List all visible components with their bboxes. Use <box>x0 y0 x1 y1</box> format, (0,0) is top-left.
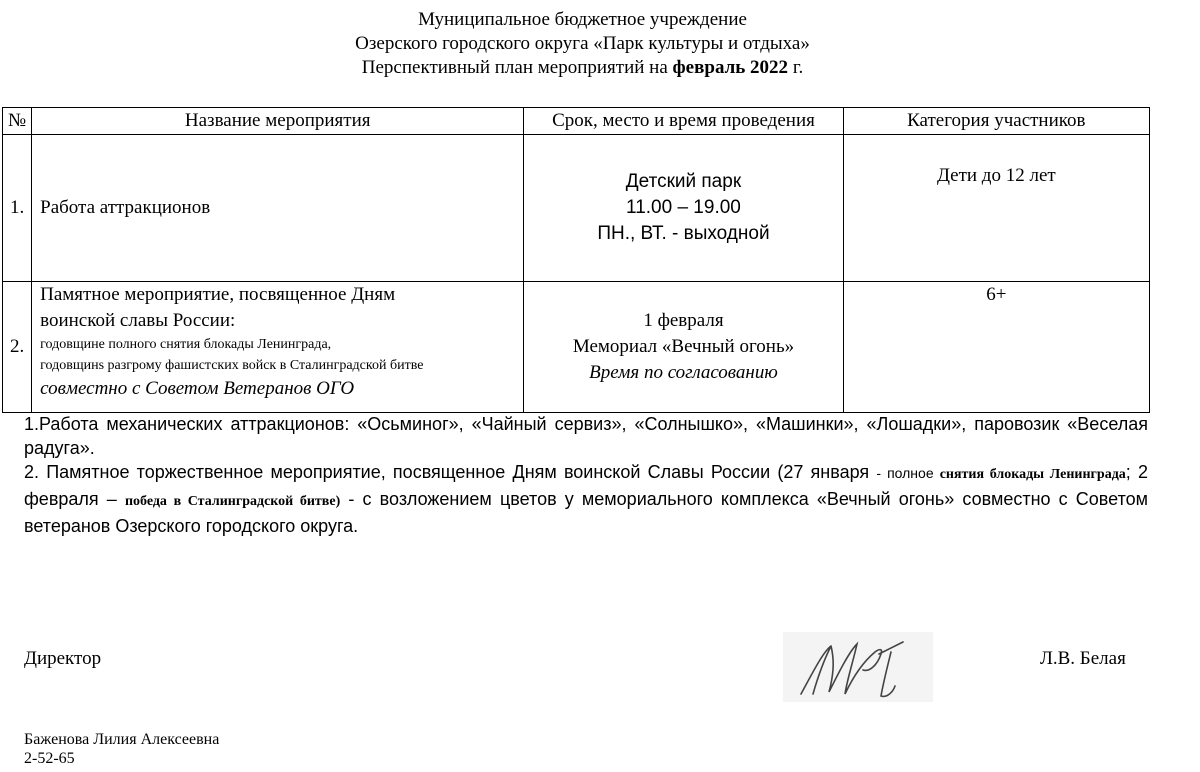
event-category-text: Дети до 12 лет <box>936 165 1056 186</box>
note-bold-text: снятия блокады Ленинграда <box>939 467 1126 482</box>
event-name <box>32 282 524 413</box>
notes-section <box>24 412 1148 538</box>
document-footer <box>24 730 219 768</box>
author-phone: 2-52-65 <box>24 750 75 767</box>
header-plan-prefix: Перспективный план мероприятий на <box>361 57 673 78</box>
column-header-when: Срок, место и время проведения <box>524 108 843 135</box>
signatory-title: Директор <box>24 648 102 669</box>
row-number: 2. <box>3 282 32 413</box>
author-name: Баженова Лилия Алексеевна <box>24 731 220 748</box>
event-detail-line: годовщинs разгрому фашистских войск в Сталинградской битвe <box>40 358 424 373</box>
event-place: Детский парк <box>625 171 742 192</box>
event-time: 11.00 – 19.00 <box>626 197 741 218</box>
column-header-number: № <box>3 108 32 135</box>
event-time-note: Время по согласованию <box>589 362 778 383</box>
row-number: 1. <box>3 135 32 282</box>
column-header-name: Название мероприятия <box>32 108 524 135</box>
event-name-line: Памятное мероприятие, посвященное Дням <box>40 284 396 305</box>
signature-stroke-icon <box>783 632 933 702</box>
event-detail-line: годовщине полного снятия блокады Ленинграда, <box>40 337 332 352</box>
event-when <box>524 135 843 282</box>
note-text: 2. Памятное торжественное мероприятие, посвященное Дням воинской Славы России (27 января <box>24 462 877 482</box>
event-place: Мемориал «Вечный огонь» <box>572 336 795 357</box>
note-attractions: 1.Работа механических аттракционов: «Осьминог», «Чайный сервиз», «Солнышко», «Машинки», «Лошадки», паровозик «Веселая радуга». <box>24 414 1148 458</box>
header-plan-suffix: г. <box>788 57 804 78</box>
event-days-off: ПН., ВТ. - выходной <box>597 223 770 244</box>
handwritten-signature <box>783 632 933 702</box>
column-header-category: Категория участников <box>843 108 1149 135</box>
event-name-line: воинской славы России: <box>40 310 236 331</box>
event-category: 6+ <box>843 282 1149 413</box>
table-row <box>3 135 1150 282</box>
header-line-institution: Муниципальное бюджетное учреждение <box>418 9 747 30</box>
note-memorial <box>24 460 1148 538</box>
event-partner: совместно с Советом Ветеранов ОГО <box>40 378 355 399</box>
note-bold-text: победа в Сталинградской битве) <box>124 494 341 509</box>
note-text: - полное <box>876 465 940 481</box>
events-table <box>2 107 1150 413</box>
event-name: Работа аттракционов <box>32 135 524 282</box>
event-when <box>524 282 843 413</box>
event-date: 1 февраля <box>643 310 724 331</box>
table-row <box>3 282 1150 413</box>
header-plan-month: февраль 2022 <box>672 57 789 78</box>
table-header-row <box>3 108 1150 135</box>
document-header <box>0 8 1165 80</box>
event-category <box>843 135 1149 282</box>
note-text: ; 2 февраля – <box>24 462 1148 509</box>
header-line-organization: Озерского городского округа «Парк культуры и отдыха» <box>355 33 810 54</box>
note-text: - с возложением цветов у мемориального комплекса «Вечный огонь» совместно с Советом ветеранов Озерского городского округа. <box>24 489 1149 536</box>
header-line-plan <box>0 56 1165 80</box>
signatory-name: Л.В. Белая <box>1040 648 1126 669</box>
